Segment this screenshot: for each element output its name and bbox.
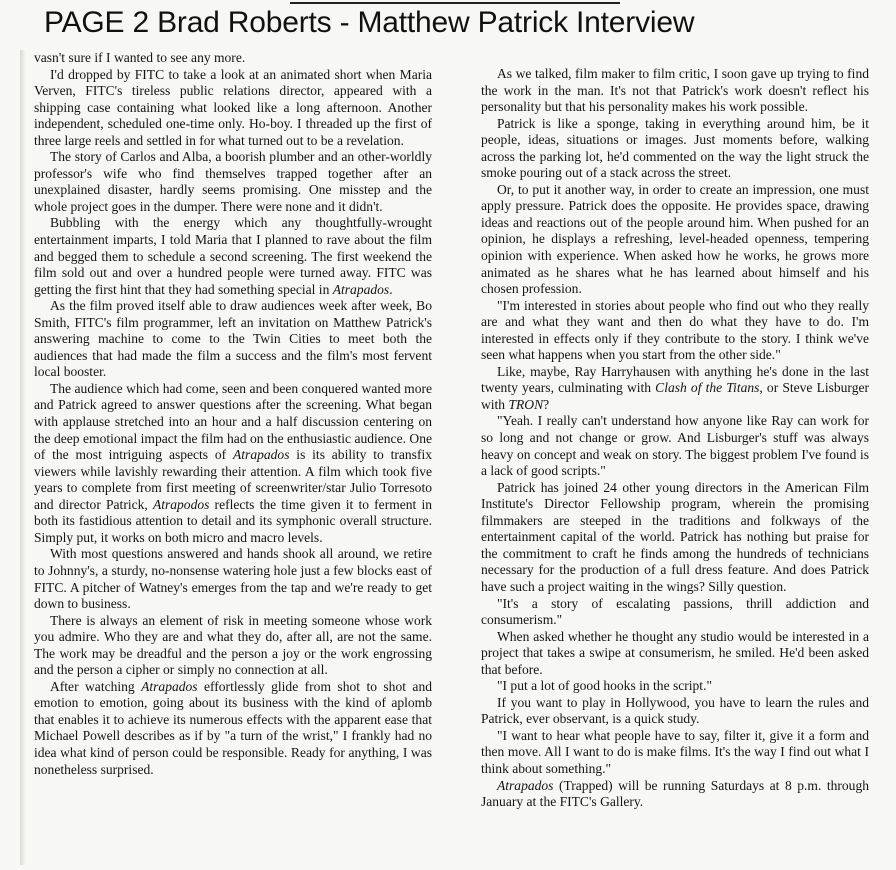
film-title: Atrapodos [152, 496, 210, 512]
scan-shadow [20, 50, 26, 865]
text-run: ? [543, 396, 550, 412]
text-run: The audience which had come, seen and been conquered wanted more and Patrick agreed to answer questions after the screening. What began with applause stretched into an hour and a half discussion centering on the deep emotional impact the film had on the enthusiastic audience. One of the most intriguing aspects of [34, 380, 432, 463]
text-run: Like, maybe, Ray Harryhausen with anything he's done in the last twenty years, culminating with [481, 363, 869, 396]
paragraph: There is always an element of risk in meeting someone whose work you admire. Who they are and what they do, after all, are not the same. The work may be dreadful and the person a joy or the work engrossing and the person a cipher or simply no connection at all. [34, 612, 432, 678]
paragraph: Patrick has joined 24 other young directors in the American Film Institute's Director Fellowship program, wherein the promising filmmakers are steeped in the traditions and folkways of the entertainment capital of the world. Patrick has nothing but praise for the commitment to craft he finds among the hundreds of technicians necessary for the production of a full dress feature. And does Patrick have such a project waiting in the wings? Silly question. [481, 479, 869, 594]
text-run: . [389, 281, 393, 297]
paragraph: I'd dropped by FITC to take a look at an animated short when Maria Verven, FITC's tireless public relations director, appeared with a shipping case containing what looked like a long afternoon. Another independent, scheduled one-time only. Ho-boy. I threaded up the first of three large reels and settled in for what turned out to be a revelation. [34, 66, 432, 148]
top-rule [290, 2, 620, 4]
text-run: reflects the time given it to ferment in both its fastidious attention to detail and its symphonic overall structure. Simply put, it works on both micro and macro levels. [34, 496, 432, 545]
text-run: After watching [50, 678, 142, 694]
film-title: Atrapados [497, 777, 554, 793]
paragraph: "Yeah. I really can't understand how anyone like Ray can work for so long and not change or grow. And Lisburger's stuff was always heavy on concept and weak on story. The biggest problem I've found is a lack of good scripts." [481, 413, 869, 479]
film-title: Atrapados [141, 678, 198, 694]
text-run: Bubbling with the energy which any thoughtfully-wrought entertainment imparts, I told Maria that I planned to rave about the film and begged them to schedule a second screening. The first weekend the film sold out and over a hundred people were turned away. FITC was getting the first hint that they had something special in [34, 215, 432, 297]
paragraph: As we talked, film maker to film critic, I soon gave up trying to find the work in the man. It's not that Patrick's work doesn't reflect his personality but that his personality makes his work possible. [481, 66, 869, 115]
paragraph [34, 381, 432, 546]
paragraph: "I'm interested in stories about people who find out who they really are and what they want and then do what they have to do. I'm interested in effects only if they contribute to the story. I think we've seen what happens when you start from the other side." [481, 297, 869, 363]
right-column [481, 66, 869, 811]
film-title: Clash of the Titans [655, 380, 760, 396]
text-run: effortlessly glide from shot to shot and emotion to emotion, going about its business with the kind of aplomb that enables it to achieve its numerous effects with the apparent ease that Michael Powell describes as if by "a turn of the wrist," I frankly had no idea what kind of person could be responsible. Ready for anything, I was nonetheless surprised. [34, 678, 432, 777]
paragraph: "I want to hear what people have to say, filter it, give it a form and then move. All I want to do is make films. It's the way I find out what I think about something." [481, 727, 869, 776]
paragraph [34, 679, 432, 778]
paragraph: "I put a lot of good hooks in the script." [497, 678, 712, 694]
text-run: (Trapped) will be running Saturdays at 8 p.m. through January at the FITC's Gallery. [481, 777, 869, 810]
page-title: PAGE 2 Brad Roberts - Matthew Patrick Interview [44, 6, 695, 39]
paragraph: The story of Carlos and Alba, a boorish plumber and an other-worldly professor's wife who find themselves trapped together after an unexplained disaster, hardly seems promising. One misstep and the whole project goes in the dumper. There were none and it didn't. [34, 149, 432, 214]
text-run: , or Steve Lisburger with [481, 380, 869, 412]
paragraph: vasn't sure if I wanted to see any more. [34, 50, 246, 65]
paragraph [481, 778, 869, 811]
paragraph: As the film proved itself able to draw audiences week after week, Bo Smith, FITC's film programmer, left an invitation on Matthew Patrick's answering machine to come to the Twin Cities to meet both the audiences that had made the film a success and the film's most fervent local booster. [34, 298, 432, 380]
paragraph [34, 215, 432, 298]
paragraph [481, 364, 869, 414]
paragraph: Patrick is like a sponge, taking in everything around him, be it people, ideas, situations or images. Just moments before, walking across the parking lot, he'd commented on the way the light struck the smoke pouring out of a stack across the street. [481, 115, 869, 181]
paragraph: When asked whether he thought any studio would be interested in a project that takes a swipe at consumerism, he smiled. He'd been asked that before. [481, 628, 869, 677]
paragraph: If you want to play in Hollywood, you have to learn the rules and Patrick, ever observant, is a quick study. [481, 694, 869, 727]
paragraph: "It's a story of escalating passions, thrill addiction and consumerism." [481, 595, 869, 628]
film-title: TRON [508, 396, 544, 412]
paragraph: Or, to put it another way, in order to create an impression, one must apply pressure. Patrick does the opposite. He provides space, drawing ideas and reactions out of the people around him. When pushed for an opinion, he displays a refreshing, level-headed openness, tempering opinion with experience. When asked how he works, he grows more animated as he shares what he has learned about himself and his chosen profession. [481, 181, 869, 297]
film-title: Atrapados [332, 281, 390, 297]
paragraph: With most questions answered and hands shook all around, we retire to Johnny's, a sturdy, no-nonsense watering hole just a few blocks east of FITC. A pitcher of Watney's emerges from the tap and we're ready to get down to business. [34, 546, 432, 612]
left-column [34, 50, 432, 778]
film-title: Atrapados [233, 447, 290, 463]
text-run: is its ability to transfix viewers while lavishly rewarding their attention. A film which took five years to complete from first meeting of screenwriter/star Julio Torresoto and director Patrick, [34, 447, 432, 512]
